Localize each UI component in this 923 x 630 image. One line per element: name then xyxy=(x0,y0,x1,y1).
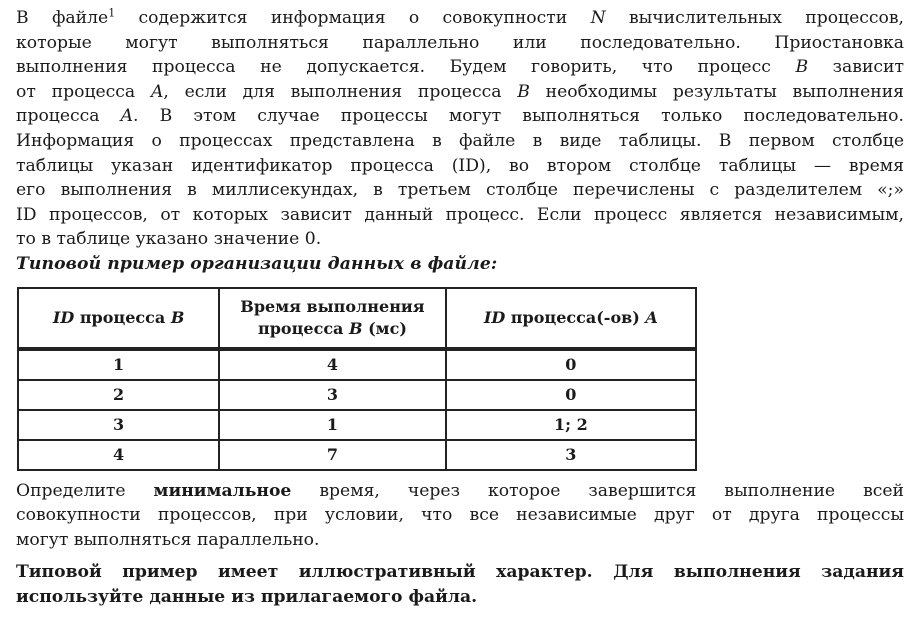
text-segment: процесса xyxy=(16,106,121,127)
cell-time: 4 xyxy=(219,349,445,380)
header-exec-time xyxy=(219,288,445,349)
text-segment: B xyxy=(170,307,185,327)
table-row xyxy=(18,440,696,470)
intro-line-2: которые могут выполняться параллельно или последовательно. Приостановка xyxy=(16,32,904,53)
cell-id: 3 xyxy=(18,410,219,440)
text-segment: . В этом случае процессы могут выполняться только последовательно. xyxy=(133,106,904,127)
variable-n: N xyxy=(590,8,606,28)
process-table xyxy=(17,287,697,471)
cell-id: 2 xyxy=(18,380,219,410)
text-segment: A xyxy=(645,307,658,327)
intro-line-8: его выполнения в миллисекундах, в третьем столбце перечислены с разделителем «;» xyxy=(16,180,904,201)
intro-line-9: ID процессов, от которых зависит данный процесс. Если процесс является независимым, xyxy=(16,204,904,225)
cell-time: 3 xyxy=(219,380,445,410)
intro-line-7: таблицы указан идентификатор процесса (ID), во втором столбце таблицы — время xyxy=(16,155,904,176)
text-segment: (мс) xyxy=(362,318,407,338)
cell-time: 1 xyxy=(219,410,445,440)
intro-line-10: то в таблице указано значение 0. xyxy=(16,229,322,250)
text-segment: Определите xyxy=(16,480,154,501)
cell-deps: 0 xyxy=(446,380,696,410)
cell-id: 4 xyxy=(18,440,219,470)
text-segment: время, через которое завершится выполнение всей xyxy=(291,480,904,501)
intro-line-3 xyxy=(16,55,904,80)
note-paragraph xyxy=(16,560,904,609)
intro-line-6: Информация о процессах представлена в файле в виде таблицы. В первом столбце xyxy=(16,130,904,151)
intro-line-4 xyxy=(16,80,904,105)
variable-a: A xyxy=(120,106,134,127)
text-segment: Время выполнения xyxy=(240,296,425,316)
cell-deps: 1; 2 xyxy=(446,410,696,440)
cell-id: 1 xyxy=(18,349,219,380)
variable-b: B xyxy=(517,81,530,102)
text-segment: содержится информация о совокупности xyxy=(115,8,591,28)
cell-deps: 0 xyxy=(446,349,696,380)
intro-line-1 xyxy=(16,6,904,31)
variable-a: A xyxy=(150,81,164,102)
cell-time: 7 xyxy=(219,440,445,470)
text-segment: процесса(-ов) xyxy=(505,307,646,327)
text-segment: ID xyxy=(483,307,506,327)
text-segment: зависит xyxy=(808,57,904,78)
footnote-mark: 1 xyxy=(108,6,116,20)
question-line-1 xyxy=(16,479,904,504)
emphasis: минимальное xyxy=(153,480,292,501)
text-segment: от процесса xyxy=(16,81,151,102)
intro-line-5 xyxy=(16,104,904,129)
text-segment: B xyxy=(349,318,363,338)
variable-b: B xyxy=(795,57,809,78)
note-line-2: используйте данные из прилагаемого файла. xyxy=(16,586,478,607)
question-line-3: могут выполняться параллельно. xyxy=(16,529,320,550)
table-row xyxy=(18,349,696,380)
question-paragraph xyxy=(16,479,904,553)
text-segment: ID xyxy=(52,307,75,327)
text-segment: необходимы результаты выполнения xyxy=(529,81,904,102)
header-process-b-id xyxy=(18,288,219,349)
document-page xyxy=(16,6,904,610)
text-segment: вычислительных процессов, xyxy=(605,8,905,28)
text-segment: В файле xyxy=(16,8,109,28)
text-segment: , если для выполнения процесса xyxy=(163,81,518,102)
text-segment: процесса xyxy=(74,307,171,327)
cell-deps: 3 xyxy=(446,440,696,470)
intro-paragraph xyxy=(16,6,904,252)
example-lead: Типовой пример организации данных в файле: xyxy=(16,253,498,274)
text-segment: выполнения процесса не допускается. Будем говорить, что процесс xyxy=(16,57,796,78)
table-row xyxy=(18,380,696,410)
table-row xyxy=(18,410,696,440)
header-process-a-ids xyxy=(446,288,696,349)
table-header-row xyxy=(18,288,696,349)
note-line-1: Типовой пример имеет иллюстративный характер. Для выполнения задания xyxy=(16,562,904,583)
question-line-2: совокупности процессов, при условии, что все независимые друг от друга процессы xyxy=(16,505,904,526)
text-segment: процесса xyxy=(258,318,349,338)
